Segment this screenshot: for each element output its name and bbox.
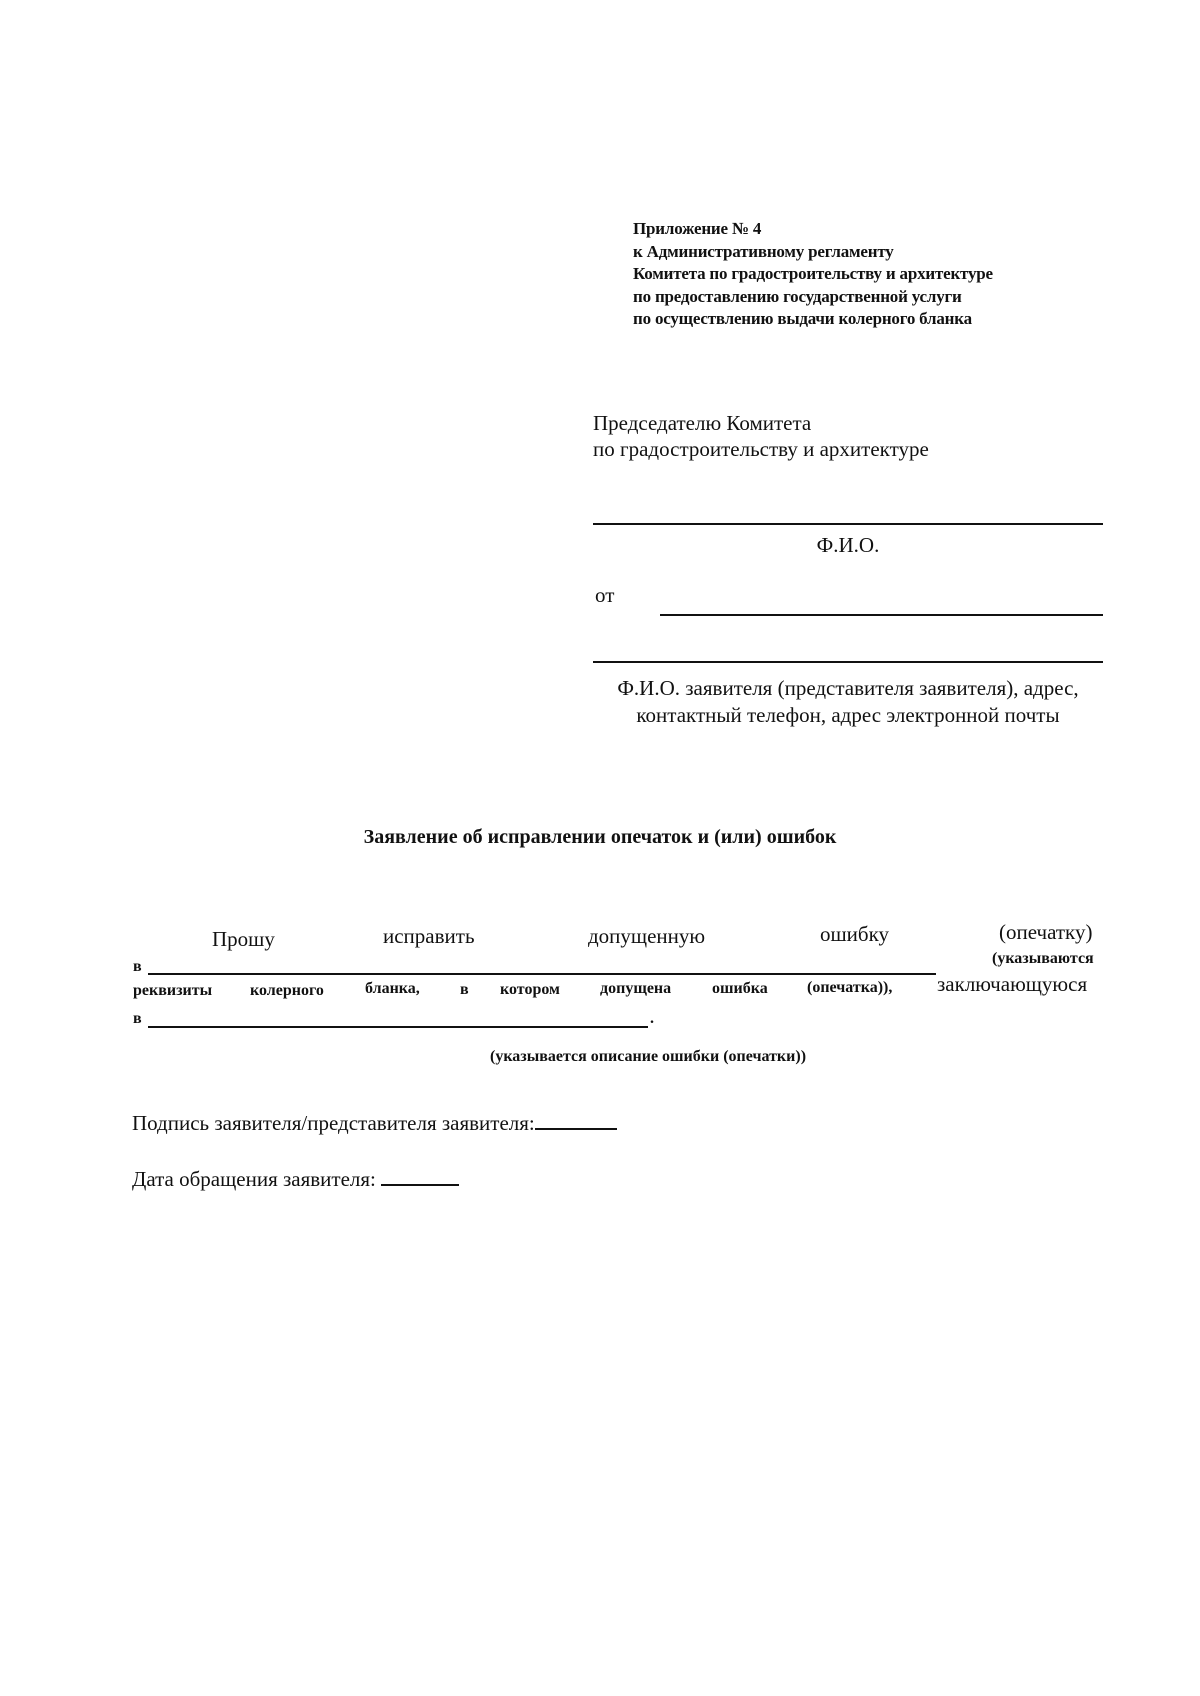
addressee-block	[593, 410, 929, 462]
body-word: реквизиты	[133, 982, 213, 999]
error-description-field[interactable]	[148, 1026, 648, 1028]
body-word: ошибка	[712, 980, 768, 997]
from-label: от	[595, 583, 615, 607]
appendix-line: Приложение № 4	[633, 219, 762, 238]
appendix-line: по осуществлению выдачи колерного бланка	[633, 309, 972, 328]
date-label: Дата обращения заявителя:	[132, 1167, 376, 1191]
appendix-line: Комитета по градостроительству и архитектуре	[633, 264, 993, 283]
signature-field[interactable]	[535, 1110, 617, 1130]
addressee-line: по градостроительству и архитектуре	[593, 437, 929, 461]
date-line	[132, 1166, 459, 1192]
chairman-fio-field[interactable]	[593, 523, 1103, 525]
v-label: в	[133, 1010, 142, 1027]
body-word: колерного	[250, 982, 324, 999]
body-word: (опечатку)	[999, 920, 1093, 944]
note-hint: (указываются	[992, 950, 1094, 967]
fio-caption: Ф.И.О.	[816, 533, 880, 557]
requisites-field[interactable]	[148, 973, 936, 975]
appendix-line: к Административному регламенту	[633, 241, 894, 261]
body-word: ошибку	[820, 922, 889, 946]
applicant-field-line-1[interactable]	[660, 614, 1103, 616]
description-caption: (указывается описание ошибки (опечатки))	[489, 1048, 807, 1065]
body-word: в	[460, 981, 469, 998]
applicant-field-line-2[interactable]	[593, 661, 1103, 663]
body-word: бланка,	[365, 980, 420, 997]
signature-line	[132, 1110, 617, 1136]
body-word: допущенную	[588, 924, 706, 948]
body-word: котором	[500, 981, 560, 998]
document-title: Заявление об исправлении опечаток и (или) ошибок	[363, 826, 837, 848]
body-word: допущена	[600, 980, 672, 997]
appendix-line: по предоставлению государственной услуги	[633, 286, 962, 306]
signature-label: Подпись заявителя/представителя заявителя:	[132, 1111, 535, 1135]
body-word: исправить	[383, 924, 475, 948]
body-word: (опечатка)),	[807, 979, 893, 996]
period: .	[650, 1010, 654, 1027]
date-field[interactable]	[381, 1166, 459, 1186]
body-word: заключающуюся	[937, 972, 1088, 996]
appendix-block	[633, 218, 993, 331]
addressee-line: Председателю Комитета	[593, 411, 812, 435]
applicant-caption: Ф.И.О. заявителя (представителя заявителя), адрес, контактный телефон, адрес электронной почты	[617, 676, 1079, 727]
body-word: Прошу	[212, 927, 275, 951]
v-label: в	[133, 958, 142, 975]
